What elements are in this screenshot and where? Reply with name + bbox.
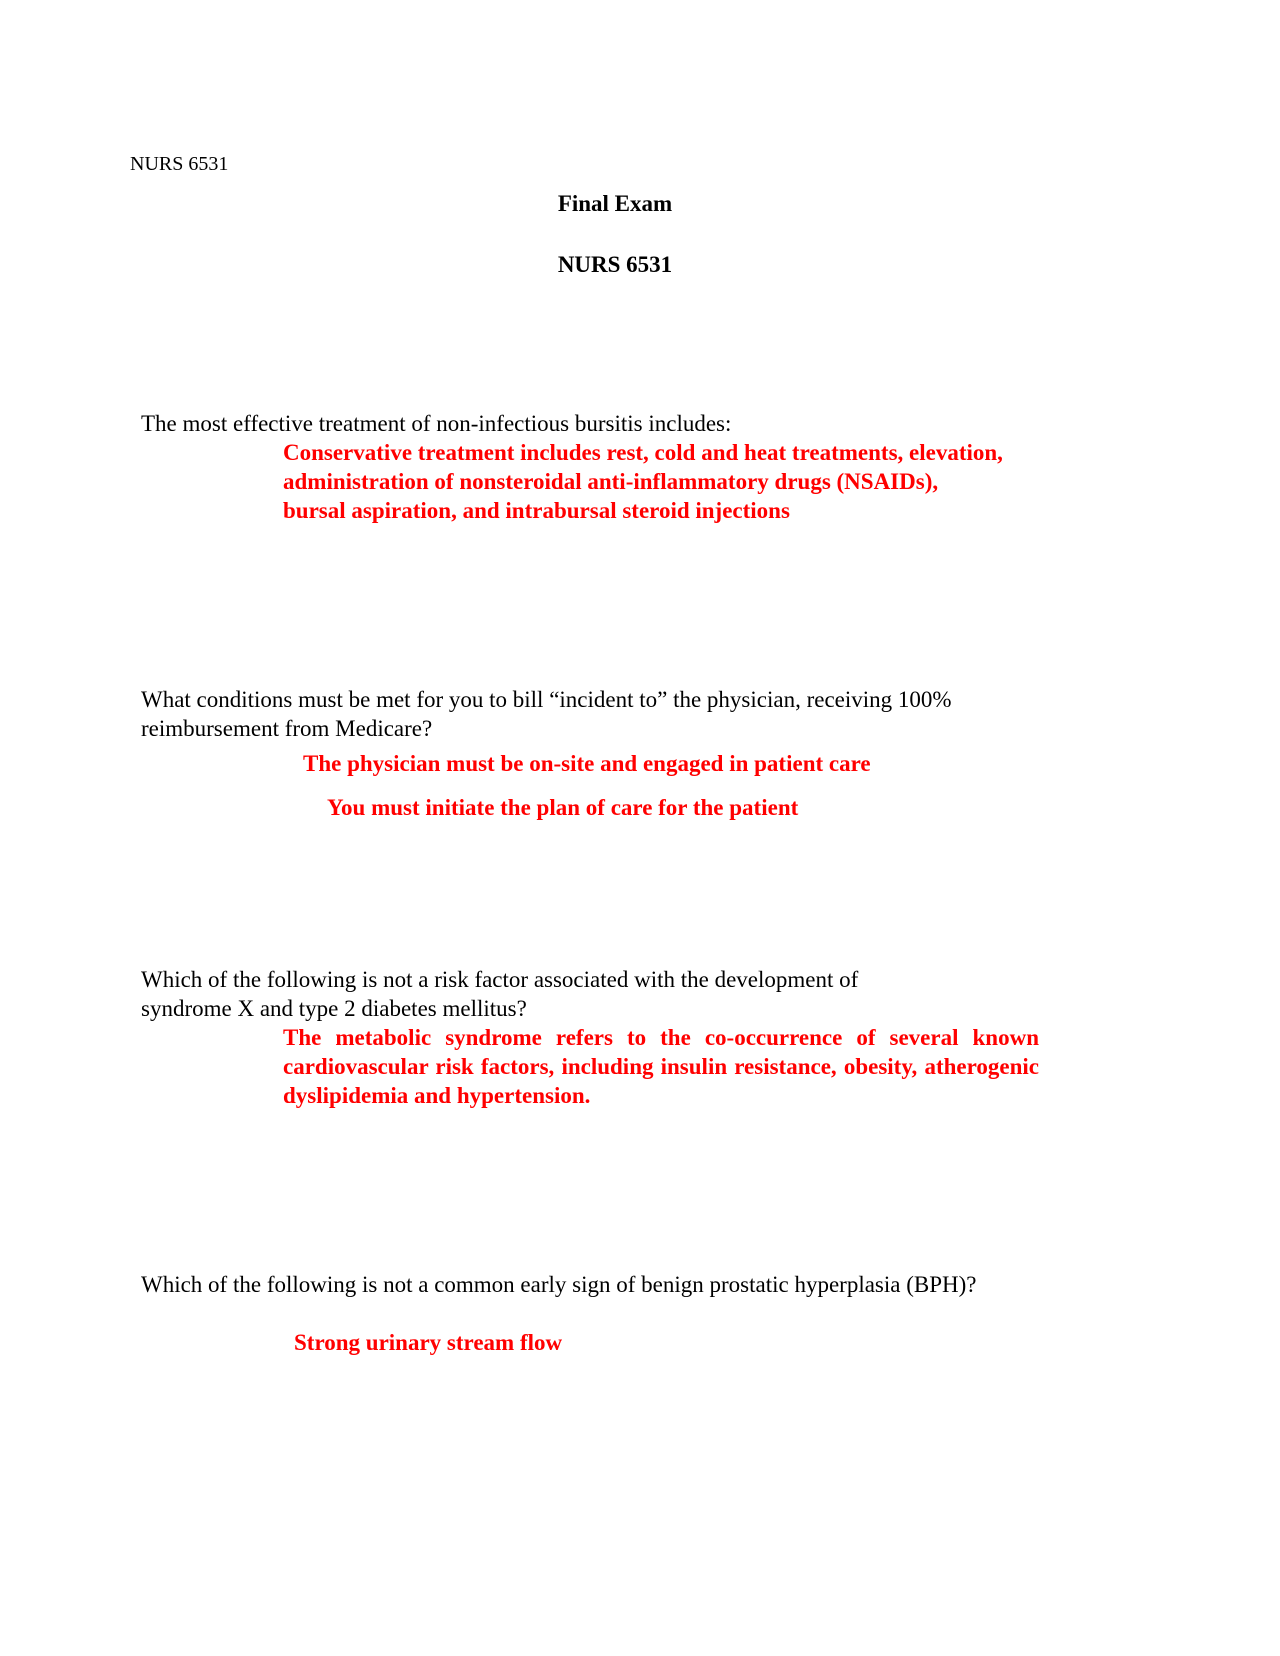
question-4-answer: Strong urinary stream flow xyxy=(294,1330,563,1355)
question-4-text: Which of the following is not a common early sign of benign prostatic hyperplasia (BPH)? xyxy=(141,1272,977,1297)
document-subtitle: NURS 6531 xyxy=(557,252,673,277)
question-1-answer: Conservative treatment includes rest, cold and heat treatments, elevation, administration of nonsteroidal anti-inflammatory drugs (NSAIDs), bursal aspiration, and intrabursal steroid injections xyxy=(283,440,1003,523)
course-header: NURS 6531 xyxy=(130,153,229,175)
question-3-text: Which of the following is not a risk factor associated with the development of syndrome X and type 2 diabetes mellitus? xyxy=(141,967,859,1021)
question-2-answer-1: The physician must be on-site and engaged in patient care xyxy=(303,751,871,776)
question-3-answer: The metabolic syndrome refers to the co-occurrence of several known cardiovascular risk factors, including insulin resistance, obesity, atherogenic dyslipidemia and hypertension. xyxy=(283,1025,1039,1108)
question-2-text: What conditions must be met for you to bill “incident to” the physician, receiving 100% reimbursement from Medicare? xyxy=(141,687,952,741)
document-title: Final Exam xyxy=(557,191,673,216)
question-1-text: The most effective treatment of non-infectious bursitis includes: xyxy=(141,411,732,436)
question-2-answer-2: You must initiate the plan of care for the patient xyxy=(327,795,799,820)
